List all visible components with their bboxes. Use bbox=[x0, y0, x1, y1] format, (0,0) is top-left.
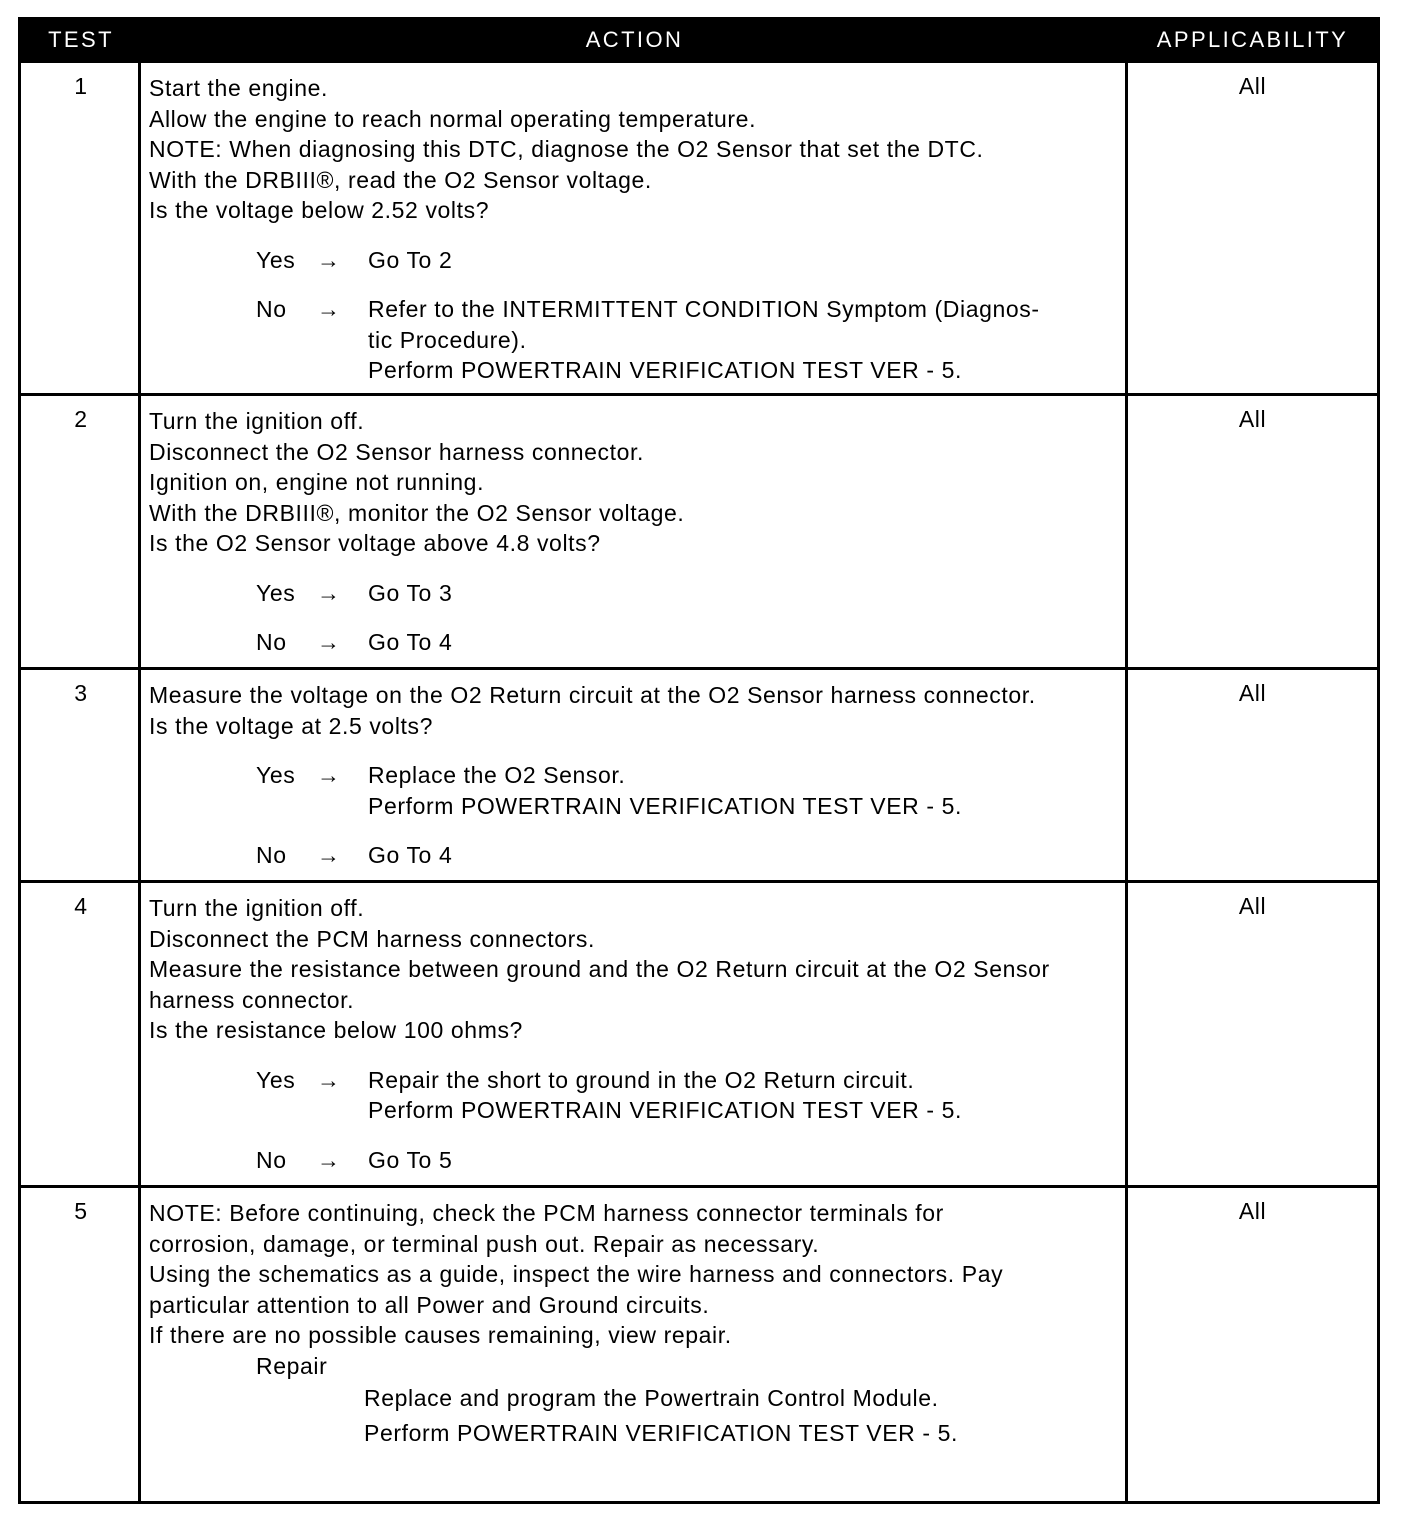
action-line: Turn the ignition off. bbox=[149, 895, 365, 921]
no-answer bbox=[149, 840, 1124, 871]
yes-answer bbox=[149, 760, 1124, 821]
action-line: Using the schematics as a guide, inspect the wire harness and connectors. Pay bbox=[149, 1261, 1004, 1287]
no-text: tic Procedure). bbox=[368, 326, 527, 353]
action-line: Is the voltage at 2.5 volts? bbox=[149, 712, 434, 739]
no-answer bbox=[149, 1145, 1124, 1176]
repair-text: Replace and program the Powertrain Control Module. bbox=[364, 1385, 939, 1411]
applicability-cell: All bbox=[1238, 73, 1267, 99]
action-line: Start the engine. bbox=[149, 75, 328, 101]
action-cell bbox=[149, 680, 1124, 871]
applicability-cell: All bbox=[1238, 893, 1267, 919]
test-number: 2 bbox=[74, 406, 88, 432]
action-line: Turn the ignition off. bbox=[149, 408, 365, 434]
action-line: Is the O2 Sensor voltage above 4.8 volts? bbox=[149, 530, 601, 556]
yes-label: Yes bbox=[256, 1066, 296, 1093]
action-line: particular attention to all Power and Ground circuits. bbox=[149, 1291, 710, 1318]
table-row bbox=[21, 393, 1377, 670]
arrow-right-icon: → bbox=[317, 579, 341, 606]
no-label: No bbox=[256, 629, 287, 655]
applicability-cell: All bbox=[1238, 680, 1267, 706]
test-number: 3 bbox=[74, 680, 88, 706]
repair-text: Perform POWERTRAIN VERIFICATION TEST VER - 5. bbox=[364, 1419, 958, 1446]
no-text: Go To 5 bbox=[368, 1146, 453, 1173]
action-line: Measure the resistance between ground and the O2 Return circuit at the O2 Sensor bbox=[149, 956, 1050, 982]
action-cell bbox=[149, 73, 1124, 386]
table-row bbox=[21, 667, 1377, 883]
action-line: With the DRBIII®, read the O2 Sensor voltage. bbox=[149, 166, 652, 193]
yes-text: Repair the short to ground in the O2 Return circuit. bbox=[368, 1066, 915, 1093]
table-row bbox=[21, 1185, 1377, 1501]
action-line: If there are no possible causes remaining, view repair. bbox=[149, 1322, 732, 1348]
no-text: Perform POWERTRAIN VERIFICATION TEST VER - 5. bbox=[368, 357, 962, 383]
action-line: Disconnect the O2 Sensor harness connector. bbox=[149, 438, 645, 465]
test-number: 5 bbox=[74, 1198, 88, 1224]
yes-label: Yes bbox=[256, 762, 296, 788]
action-line: NOTE: Before continuing, check the PCM harness connector terminals for bbox=[149, 1200, 944, 1226]
yes-text: Replace the O2 Sensor. bbox=[368, 762, 626, 788]
yes-answer bbox=[149, 578, 1124, 609]
action-line: Measure the voltage on the O2 Return circuit at the O2 Sensor harness connector. bbox=[149, 682, 1036, 708]
arrow-right-icon: → bbox=[317, 762, 341, 788]
test-number: 4 bbox=[74, 893, 88, 919]
table-row bbox=[21, 60, 1377, 396]
arrow-right-icon: → bbox=[317, 246, 341, 273]
yes-label: Yes bbox=[256, 246, 296, 273]
arrow-right-icon: → bbox=[317, 629, 341, 655]
action-line: Ignition on, engine not running. bbox=[149, 469, 485, 495]
yes-answer bbox=[149, 245, 1124, 276]
action-cell bbox=[149, 1198, 1124, 1448]
arrow-right-icon: → bbox=[317, 296, 341, 322]
repair-instructions bbox=[149, 1383, 1124, 1448]
no-text: Go To 4 bbox=[368, 629, 453, 655]
action-cell bbox=[149, 406, 1124, 658]
no-label: No bbox=[256, 296, 287, 322]
repair-label: Repair bbox=[256, 1352, 328, 1379]
action-line: Allow the engine to reach normal operating temperature. bbox=[149, 105, 757, 132]
yes-label: Yes bbox=[256, 579, 296, 606]
table-header bbox=[21, 20, 1377, 60]
header-action: ACTION bbox=[585, 27, 684, 52]
no-text: Refer to the INTERMITTENT CONDITION Symptom (Diagnos- bbox=[368, 296, 1040, 322]
yes-text: Go To 2 bbox=[368, 246, 453, 273]
action-line: corrosion, damage, or terminal push out. Repair as necessary. bbox=[149, 1230, 820, 1257]
header-applicability: APPLICABILITY bbox=[1156, 27, 1349, 52]
no-text: Go To 4 bbox=[368, 842, 453, 868]
test-number: 1 bbox=[74, 73, 88, 99]
diagnostic-test-table bbox=[18, 17, 1380, 1504]
action-line: Is the resistance below 100 ohms? bbox=[149, 1017, 523, 1043]
yes-answer bbox=[149, 1065, 1124, 1126]
no-answer bbox=[149, 627, 1124, 658]
table-row bbox=[21, 880, 1377, 1188]
applicability-cell: All bbox=[1238, 1198, 1267, 1224]
applicability-cell: All bbox=[1238, 406, 1267, 432]
arrow-right-icon: → bbox=[317, 1066, 341, 1093]
action-line: Is the voltage below 2.52 volts? bbox=[149, 197, 490, 223]
no-label: No bbox=[256, 1146, 287, 1173]
action-cell bbox=[149, 893, 1124, 1175]
yes-text: Perform POWERTRAIN VERIFICATION TEST VER - 5. bbox=[368, 792, 962, 819]
header-test: TEST bbox=[48, 27, 114, 52]
no-answer bbox=[149, 294, 1124, 386]
arrow-right-icon: → bbox=[317, 1146, 341, 1173]
yes-text: Perform POWERTRAIN VERIFICATION TEST VER - 5. bbox=[368, 1097, 962, 1123]
action-line: NOTE: When diagnosing this DTC, diagnose the O2 Sensor that set the DTC. bbox=[149, 136, 984, 162]
action-line: With the DRBIII®, monitor the O2 Sensor voltage. bbox=[149, 499, 685, 526]
arrow-right-icon: → bbox=[317, 842, 341, 868]
yes-text: Go To 3 bbox=[368, 579, 453, 606]
action-line: Disconnect the PCM harness connectors. bbox=[149, 925, 595, 952]
no-label: No bbox=[256, 842, 287, 868]
action-line: harness connector. bbox=[149, 986, 355, 1013]
